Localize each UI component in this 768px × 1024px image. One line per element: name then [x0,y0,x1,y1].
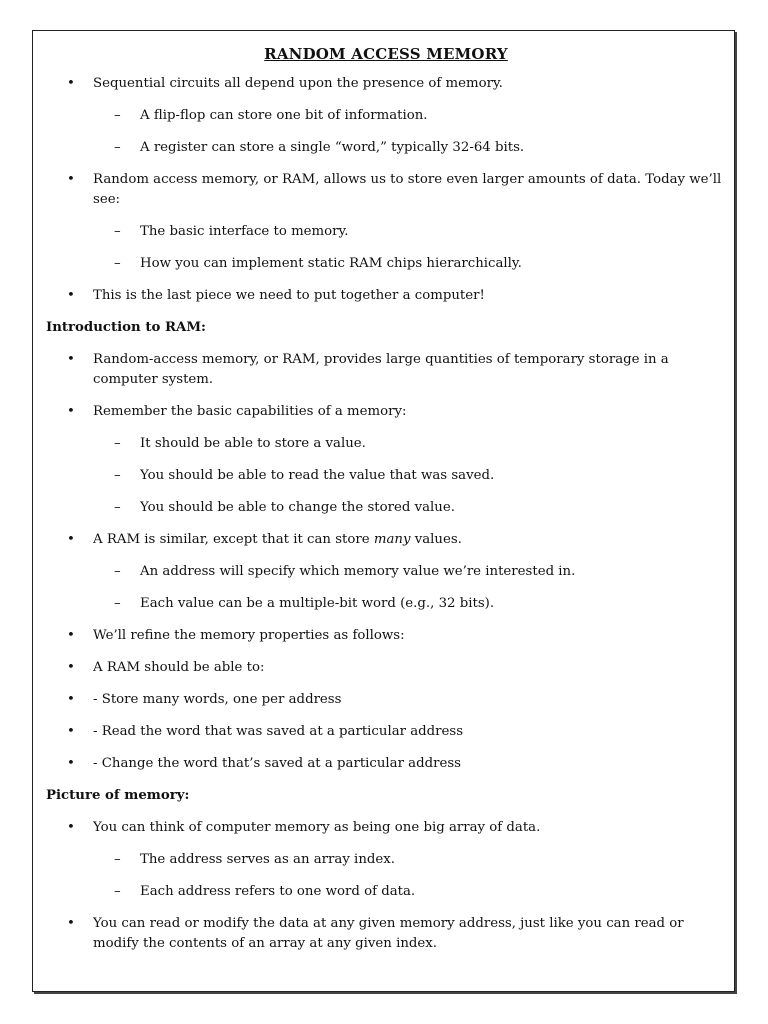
item-text: You should be able to change the stored value. [140,500,455,515]
sub-bullet-item [46,106,726,126]
bullet-marker: • [67,352,75,367]
bullet-item [46,286,726,306]
bullet-marker: • [67,724,75,739]
section-introduction-to-ram [46,318,726,774]
bullet-marker: • [67,532,75,547]
item-text: - Store many words, one per address [93,692,342,707]
bullet-marker: • [67,288,75,303]
item-text: How you can implement static RAM chips hierarchically. [140,256,522,271]
item-text: You can read or modify the data at any given memory address, just like you can read or modify the contents of an array at any given index. [93,916,684,951]
document-body [46,44,726,966]
item-text: The basic interface to memory. [140,224,349,239]
bullet-item [46,626,726,646]
emphasis-text: many [373,532,411,547]
item-text: Each address refers to one word of data. [140,884,416,899]
bullet-marker: • [67,404,75,419]
item-text: Each value can be a multiple-bit word (e.g., 32 bits). [140,596,495,611]
section-intro [46,74,726,306]
item-text: A register can store a single “word,” typically 32-64 bits. [140,140,525,155]
bullet-item [46,754,726,774]
sub-bullet-item [46,138,726,158]
dash-marker: – [114,852,121,867]
item-text: Sequential circuits all depend upon the presence of memory. [93,76,503,91]
item-text: - Read the word that was saved at a particular address [93,724,464,739]
section-heading: Introduction to RAM: [46,320,206,335]
dash-marker: – [114,596,121,611]
item-text: We’ll refine the memory properties as follows: [93,628,405,643]
bullet-item [46,74,726,94]
bullet-marker: • [67,76,75,91]
sub-bullet-item [46,434,726,454]
item-text: You should be able to read the value that was saved. [140,468,495,483]
bullet-marker: • [67,756,75,771]
item-text: An address will specify which memory value we’re interested in. [140,564,576,579]
dash-marker: – [114,140,121,155]
page-title: RANDOM ACCESS MEMORY [264,45,508,63]
sub-bullet-item [46,466,726,486]
item-text: A RAM is similar, except that it can store [93,532,374,547]
item-text: Random access memory, or RAM, allows us to store even larger amounts of data. Today we’ll see: [93,172,722,207]
item-text: You can think of computer memory as being one big array of data. [93,820,541,835]
bullet-marker: • [67,628,75,643]
sub-bullet-item [46,498,726,518]
document-sections [46,74,726,954]
dash-marker: – [114,108,121,123]
dash-marker: – [114,884,121,899]
sub-bullet-item [46,254,726,274]
sub-bullet-item [46,222,726,242]
dash-marker: – [114,468,121,483]
bullet-list [46,350,726,774]
dash-marker: – [114,500,121,515]
bullet-marker: • [67,692,75,707]
item-text: Random-access memory, or RAM, provides large quantities of temporary storage in a computer system. [93,352,669,387]
sub-bullet-item [46,882,726,902]
bullet-item [46,170,726,210]
bullet-marker: • [67,916,75,931]
dash-marker: – [114,436,121,451]
item-text: A RAM should be able to: [93,660,265,675]
bullet-item [46,350,726,390]
bullet-item [46,402,726,422]
section-heading: Picture of memory: [46,788,190,803]
bullet-marker: • [67,660,75,675]
bullet-list [46,818,726,954]
item-text: - Change the word that’s saved at a particular address [93,756,462,771]
bullet-marker: • [67,820,75,835]
item-text: The address serves as an array index. [140,852,395,867]
sub-bullet-item [46,562,726,582]
sub-bullet-item [46,850,726,870]
dash-marker: – [114,224,121,239]
bullet-item [46,658,726,678]
item-text: Remember the basic capabilities of a memory: [93,404,407,419]
bullet-list [46,74,726,306]
bullet-item [46,818,726,838]
bullet-item [46,914,726,954]
dash-marker: – [114,564,121,579]
item-text: This is the last piece we need to put together a computer! [93,288,485,303]
bullet-item [46,530,726,550]
dash-marker: – [114,256,121,271]
bullet-item [46,722,726,742]
bullet-marker: • [67,172,75,187]
item-text: values. [410,532,462,547]
item-text: A flip-flop can store one bit of information. [140,108,428,123]
section-picture-of-memory [46,786,726,954]
bullet-item [46,690,726,710]
sub-bullet-item [46,594,726,614]
item-text: It should be able to store a value. [140,436,366,451]
